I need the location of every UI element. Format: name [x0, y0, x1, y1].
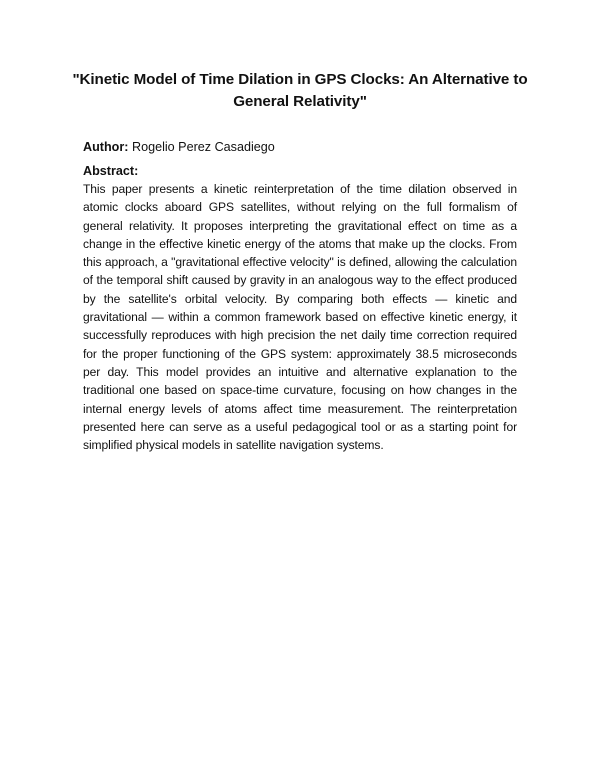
author-line: [83, 139, 275, 156]
abstract-heading: Abstract:: [83, 164, 139, 178]
author-label: Author:: [83, 140, 129, 154]
author-name: Rogelio Perez Casadiego: [131, 140, 275, 154]
paper-title: "Kinetic Model of Time Dilation in GPS Clocks: An Alternative to General Relativity": [72, 71, 528, 110]
abstract-text: This paper presents a kinetic reinterpretation of the time dilation observed in atomic clocks aboard GPS satellites, without relying on the full formalism of general relativity. It proposes interpreting the gravitational effect on time as a change in the effective kinetic energy of the atoms that make up the clocks. From this approach, a "gravitational effective velocity" is defined, allowing the calculation of the temporal shift caused by gravity in an analogous way to the effect produced by the satellite's orbital velocity. By comparing both effects — kinetic and gravitational — within a common framework based on effective kinetic energy, it successfully reproduces with high precision the net daily time correction required for the proper functioning of the GPS system: approximately 38.5 microseconds per day. This model provides an intuitive and alternative explanation to the traditional one based on space-time curvature, focusing on how changes in the internal energy levels of atoms affect time measurement. The reinterpretation presented here can serve as a useful pedagogical tool or as a starting point for simplified physical models in satellite navigation systems.: [83, 182, 517, 453]
